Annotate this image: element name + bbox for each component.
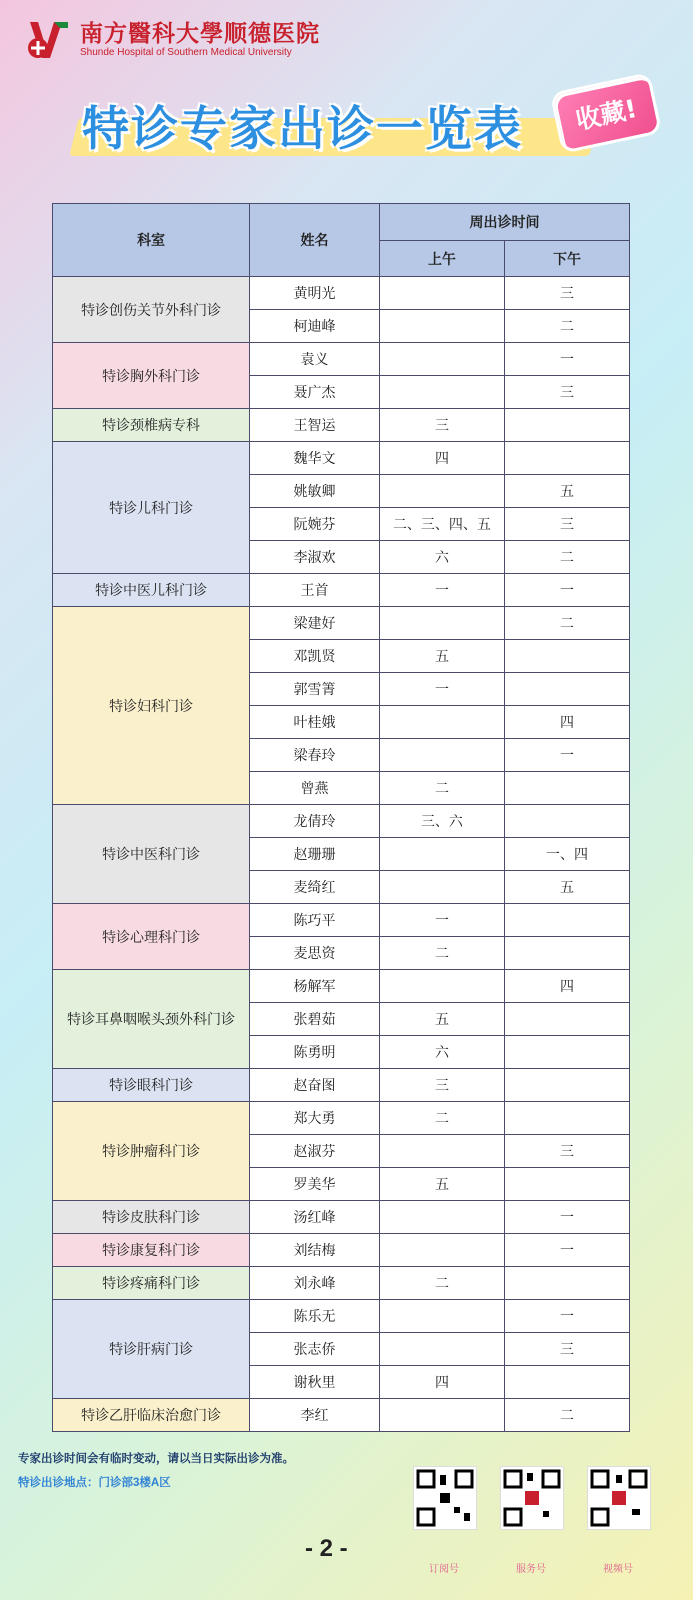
dept-cell: 特诊乙肝临床治愈门诊 bbox=[53, 1399, 250, 1432]
qr-label-service: 服务号 bbox=[516, 1564, 546, 1575]
pm-cell: 五 bbox=[504, 475, 629, 508]
dept-cell: 特诊眼科门诊 bbox=[53, 1069, 250, 1102]
am-cell: 二、三、四、五 bbox=[379, 508, 504, 541]
name-cell: 赵淑芬 bbox=[250, 1135, 380, 1168]
am-cell: 六 bbox=[379, 1036, 504, 1069]
name-cell: 梁建好 bbox=[250, 607, 380, 640]
name-cell: 陈巧平 bbox=[250, 904, 380, 937]
table-row bbox=[53, 607, 630, 640]
table-row bbox=[53, 343, 630, 376]
am-cell: 三 bbox=[379, 409, 504, 442]
pm-cell: 二 bbox=[504, 541, 629, 574]
am-cell: 二 bbox=[379, 937, 504, 970]
am-cell: 一 bbox=[379, 673, 504, 706]
table-row bbox=[53, 1300, 630, 1333]
pm-cell: 一 bbox=[504, 1234, 629, 1267]
pm-cell: 一 bbox=[504, 574, 629, 607]
favorite-stamp: 收藏! bbox=[550, 72, 663, 154]
dept-cell: 特诊胸外科门诊 bbox=[53, 343, 250, 409]
name-cell: 谢秋里 bbox=[250, 1366, 380, 1399]
table-row bbox=[53, 970, 630, 1003]
pm-cell: 二 bbox=[504, 1399, 629, 1432]
pm-cell: 三 bbox=[504, 277, 629, 310]
am-cell: 三、六 bbox=[379, 805, 504, 838]
dept-cell: 特诊耳鼻咽喉头颈外科门诊 bbox=[53, 970, 250, 1069]
am-cell bbox=[379, 376, 504, 409]
qr-label-subscription: 订阅号 bbox=[429, 1564, 459, 1575]
pm-cell: 三 bbox=[504, 1333, 629, 1366]
name-cell: 赵珊珊 bbox=[250, 838, 380, 871]
name-cell: 麦绮红 bbox=[250, 871, 380, 904]
pm-cell bbox=[504, 1168, 629, 1201]
pm-cell: 一、四 bbox=[504, 838, 629, 871]
pm-cell bbox=[504, 1003, 629, 1036]
am-cell: 五 bbox=[379, 1168, 504, 1201]
name-cell: 姚敏卿 bbox=[250, 475, 380, 508]
name-cell: 梁春玲 bbox=[250, 739, 380, 772]
pm-cell bbox=[504, 937, 629, 970]
am-cell: 一 bbox=[379, 574, 504, 607]
qr-icon bbox=[588, 1467, 650, 1529]
am-cell bbox=[379, 1234, 504, 1267]
name-cell: 黄明光 bbox=[250, 277, 380, 310]
am-cell bbox=[379, 970, 504, 1003]
am-cell: 二 bbox=[379, 772, 504, 805]
dept-cell: 特诊康复科门诊 bbox=[53, 1234, 250, 1267]
pm-cell: 四 bbox=[504, 970, 629, 1003]
am-cell: 二 bbox=[379, 1267, 504, 1300]
am-cell bbox=[379, 607, 504, 640]
qr-code-video[interactable] bbox=[587, 1466, 651, 1530]
table-row bbox=[53, 442, 630, 475]
table-row bbox=[53, 1069, 630, 1102]
name-cell: 曾燕 bbox=[250, 772, 380, 805]
table-row bbox=[53, 1234, 630, 1267]
am-cell: 六 bbox=[379, 541, 504, 574]
pm-cell: 一 bbox=[504, 1201, 629, 1234]
name-cell: 王首 bbox=[250, 574, 380, 607]
table-row bbox=[53, 1399, 630, 1432]
pm-cell bbox=[504, 805, 629, 838]
table-row bbox=[53, 1267, 630, 1300]
hospital-name-en: Shunde Hospital of Southern Medical University bbox=[80, 47, 292, 58]
name-cell: 聂广杰 bbox=[250, 376, 380, 409]
am-cell bbox=[379, 871, 504, 904]
table-row bbox=[53, 904, 630, 937]
am-cell: 四 bbox=[379, 1366, 504, 1399]
name-cell: 汤红峰 bbox=[250, 1201, 380, 1234]
header-time: 周出诊时间 bbox=[379, 204, 629, 241]
pm-cell: 三 bbox=[504, 1135, 629, 1168]
page-title: 特诊专家出诊一览表 bbox=[82, 102, 523, 157]
name-cell: 郑大勇 bbox=[250, 1102, 380, 1135]
name-cell: 邓凯贤 bbox=[250, 640, 380, 673]
pm-cell bbox=[504, 640, 629, 673]
dept-cell: 特诊妇科门诊 bbox=[53, 607, 250, 805]
header-pm: 下午 bbox=[504, 241, 629, 277]
pm-cell: 四 bbox=[504, 706, 629, 739]
pm-cell bbox=[504, 1267, 629, 1300]
footer-location: 特诊出诊地点：门诊部3楼A区 bbox=[18, 1477, 171, 1489]
name-cell: 袁义 bbox=[250, 343, 380, 376]
pm-cell bbox=[504, 904, 629, 937]
am-cell: 二 bbox=[379, 1102, 504, 1135]
name-cell: 张志侨 bbox=[250, 1333, 380, 1366]
table-row bbox=[53, 574, 630, 607]
am-cell bbox=[379, 706, 504, 739]
name-cell: 陈乐无 bbox=[250, 1300, 380, 1333]
pm-cell bbox=[504, 673, 629, 706]
am-cell bbox=[379, 277, 504, 310]
am-cell bbox=[379, 1300, 504, 1333]
name-cell: 赵奋图 bbox=[250, 1069, 380, 1102]
schedule-body bbox=[53, 277, 630, 1432]
am-cell bbox=[379, 1333, 504, 1366]
header-dept: 科室 bbox=[53, 204, 250, 277]
am-cell: 三 bbox=[379, 1069, 504, 1102]
pm-cell bbox=[504, 442, 629, 475]
am-cell bbox=[379, 1201, 504, 1234]
table-row bbox=[53, 409, 630, 442]
dept-cell: 特诊肿瘤科门诊 bbox=[53, 1102, 250, 1201]
pm-cell: 五 bbox=[504, 871, 629, 904]
name-cell: 阮婉芬 bbox=[250, 508, 380, 541]
name-cell: 叶桂娥 bbox=[250, 706, 380, 739]
title-banner bbox=[60, 92, 630, 162]
am-cell bbox=[379, 310, 504, 343]
table-row bbox=[53, 805, 630, 838]
qr-code-service[interactable] bbox=[500, 1466, 564, 1530]
name-cell: 刘永峰 bbox=[250, 1267, 380, 1300]
dept-cell: 特诊创伤关节外科门诊 bbox=[53, 277, 250, 343]
pm-cell: 二 bbox=[504, 607, 629, 640]
name-cell: 魏华文 bbox=[250, 442, 380, 475]
name-cell: 龙倩玲 bbox=[250, 805, 380, 838]
name-cell: 杨解军 bbox=[250, 970, 380, 1003]
pm-cell: 一 bbox=[504, 739, 629, 772]
am-cell: 一 bbox=[379, 904, 504, 937]
dept-cell: 特诊心理科门诊 bbox=[53, 904, 250, 970]
hospital-logo bbox=[24, 18, 320, 62]
am-cell bbox=[379, 475, 504, 508]
hospital-logo-icon bbox=[24, 18, 74, 62]
header-name: 姓名 bbox=[250, 204, 380, 277]
dept-cell: 特诊中医科门诊 bbox=[53, 805, 250, 904]
header-am: 上午 bbox=[379, 241, 504, 277]
dept-cell: 特诊疼痛科门诊 bbox=[53, 1267, 250, 1300]
am-cell bbox=[379, 343, 504, 376]
dept-cell: 特诊中医儿科门诊 bbox=[53, 574, 250, 607]
name-cell: 罗美华 bbox=[250, 1168, 380, 1201]
pm-cell bbox=[504, 1366, 629, 1399]
pm-cell: 一 bbox=[504, 1300, 629, 1333]
pm-cell bbox=[504, 409, 629, 442]
name-cell: 李淑欢 bbox=[250, 541, 380, 574]
qr-label-video: 视频号 bbox=[603, 1564, 633, 1575]
am-cell: 四 bbox=[379, 442, 504, 475]
am-cell: 五 bbox=[379, 1003, 504, 1036]
pm-cell bbox=[504, 1036, 629, 1069]
hospital-name-cn: 南方醫科大學顺德医院 bbox=[80, 20, 320, 47]
pm-cell bbox=[504, 772, 629, 805]
name-cell: 陈勇明 bbox=[250, 1036, 380, 1069]
pm-cell: 三 bbox=[504, 508, 629, 541]
dept-cell: 特诊颈椎病专科 bbox=[53, 409, 250, 442]
name-cell: 李红 bbox=[250, 1399, 380, 1432]
schedule-table bbox=[52, 203, 630, 1432]
qr-icon bbox=[414, 1467, 476, 1529]
am-cell: 五 bbox=[379, 640, 504, 673]
dept-cell: 特诊肝病门诊 bbox=[53, 1300, 250, 1399]
qr-code-subscription[interactable] bbox=[413, 1466, 477, 1530]
pm-cell: 一 bbox=[504, 343, 629, 376]
qr-icon bbox=[501, 1467, 563, 1529]
table-row bbox=[53, 1102, 630, 1135]
table-row bbox=[53, 277, 630, 310]
footer-note: 专家出诊时间会有临时变动，请以当日实际出诊为准。 bbox=[18, 1453, 294, 1465]
name-cell: 郭雪箐 bbox=[250, 673, 380, 706]
table-row bbox=[53, 1201, 630, 1234]
pm-cell bbox=[504, 1102, 629, 1135]
page-number: - 2 - bbox=[305, 1535, 348, 1562]
am-cell bbox=[379, 739, 504, 772]
pm-cell: 二 bbox=[504, 310, 629, 343]
am-cell bbox=[379, 1399, 504, 1432]
name-cell: 麦思资 bbox=[250, 937, 380, 970]
dept-cell: 特诊皮肤科门诊 bbox=[53, 1201, 250, 1234]
name-cell: 王智运 bbox=[250, 409, 380, 442]
dept-cell: 特诊儿科门诊 bbox=[53, 442, 250, 574]
name-cell: 刘结梅 bbox=[250, 1234, 380, 1267]
name-cell: 张碧茹 bbox=[250, 1003, 380, 1036]
name-cell: 柯迪峰 bbox=[250, 310, 380, 343]
am-cell bbox=[379, 1135, 504, 1168]
pm-cell: 三 bbox=[504, 376, 629, 409]
am-cell bbox=[379, 838, 504, 871]
pm-cell bbox=[504, 1069, 629, 1102]
